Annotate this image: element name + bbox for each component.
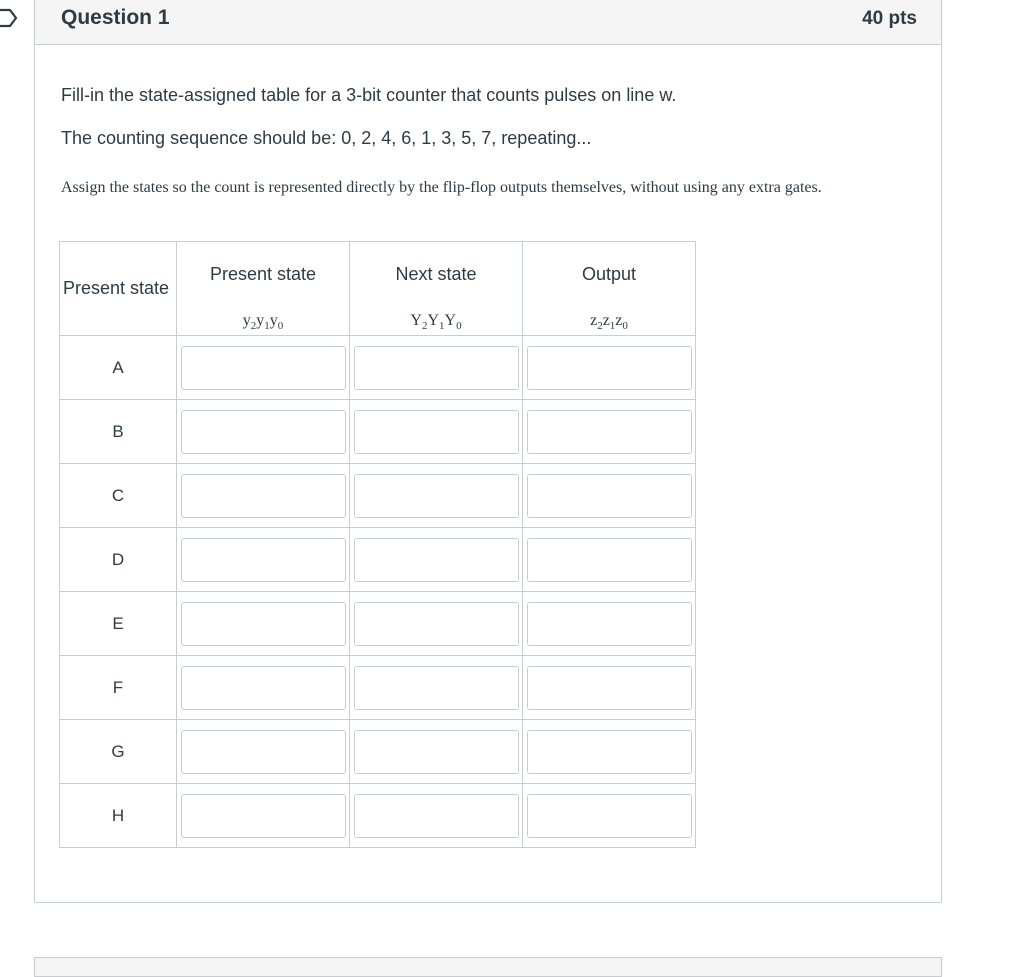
present-state-input[interactable] <box>181 666 346 710</box>
output-input[interactable] <box>527 538 692 582</box>
header-next-state <box>350 242 523 336</box>
present-state-input[interactable] <box>181 410 346 454</box>
header-state: Present state <box>60 242 177 336</box>
question-header <box>35 0 941 45</box>
output-input[interactable] <box>527 730 692 774</box>
table-row <box>60 784 696 848</box>
state-label: C <box>60 464 177 528</box>
table-row <box>60 400 696 464</box>
header-output <box>523 242 696 336</box>
state-label: D <box>60 528 177 592</box>
table-row <box>60 656 696 720</box>
state-label: A <box>60 336 177 400</box>
present-state-input[interactable] <box>181 474 346 518</box>
next-state-input[interactable] <box>354 730 519 774</box>
table-row <box>60 528 696 592</box>
present-state-input[interactable] <box>181 730 346 774</box>
output-input[interactable] <box>527 410 692 454</box>
question-title: Question 1 <box>61 6 170 29</box>
state-label: E <box>60 592 177 656</box>
output-input[interactable] <box>527 346 692 390</box>
header-output-label: Output <box>581 264 637 284</box>
present-state-input[interactable] <box>181 538 346 582</box>
next-state-input[interactable] <box>354 474 519 518</box>
question-text-assignment: Assign the states so the count is represented directly by the flip-flop outputs themselves, without using any extra gates. <box>61 179 822 196</box>
next-state-input[interactable] <box>354 602 519 646</box>
present-state-input[interactable] <box>181 602 346 646</box>
question-text-instructions: Fill-in the state-assigned table for a 3-bit counter that counts pulses on line w. <box>61 85 677 105</box>
question-points: 40 pts <box>862 8 917 29</box>
state-label: H <box>60 784 177 848</box>
table-row <box>60 592 696 656</box>
question-text-sequence: The counting sequence should be: 0, 2, 4, 6, 1, 3, 5, 7, repeating... <box>61 128 592 148</box>
next-state-input[interactable] <box>354 538 519 582</box>
next-state-input[interactable] <box>354 666 519 710</box>
present-state-input[interactable] <box>181 346 346 390</box>
state-label: B <box>60 400 177 464</box>
table-row <box>60 336 696 400</box>
output-input[interactable] <box>527 474 692 518</box>
state-label: F <box>60 656 177 720</box>
header-present-state-label: Present state <box>209 264 317 284</box>
next-question-card <box>34 957 942 977</box>
output-input[interactable] <box>527 666 692 710</box>
state-assigned-table <box>59 241 696 848</box>
next-state-input[interactable] <box>354 346 519 390</box>
table-row <box>60 464 696 528</box>
header-output-bits: $z_2z_1z_0$ <box>590 312 628 333</box>
bookmark-flag-icon[interactable] <box>0 8 18 28</box>
header-present-state-bits: $y_2y_1y_0$ <box>242 312 284 333</box>
header-present-state <box>177 242 350 336</box>
output-input[interactable] <box>527 794 692 838</box>
next-state-input[interactable] <box>354 410 519 454</box>
header-next-state-label: Next state <box>395 264 477 284</box>
output-input[interactable] <box>527 602 692 646</box>
header-next-state-bits: $Y_2Y_1Y_0$ <box>410 312 462 333</box>
table-row <box>60 720 696 784</box>
present-state-input[interactable] <box>181 794 346 838</box>
table-header-row <box>60 242 696 336</box>
next-state-input[interactable] <box>354 794 519 838</box>
state-label: G <box>60 720 177 784</box>
